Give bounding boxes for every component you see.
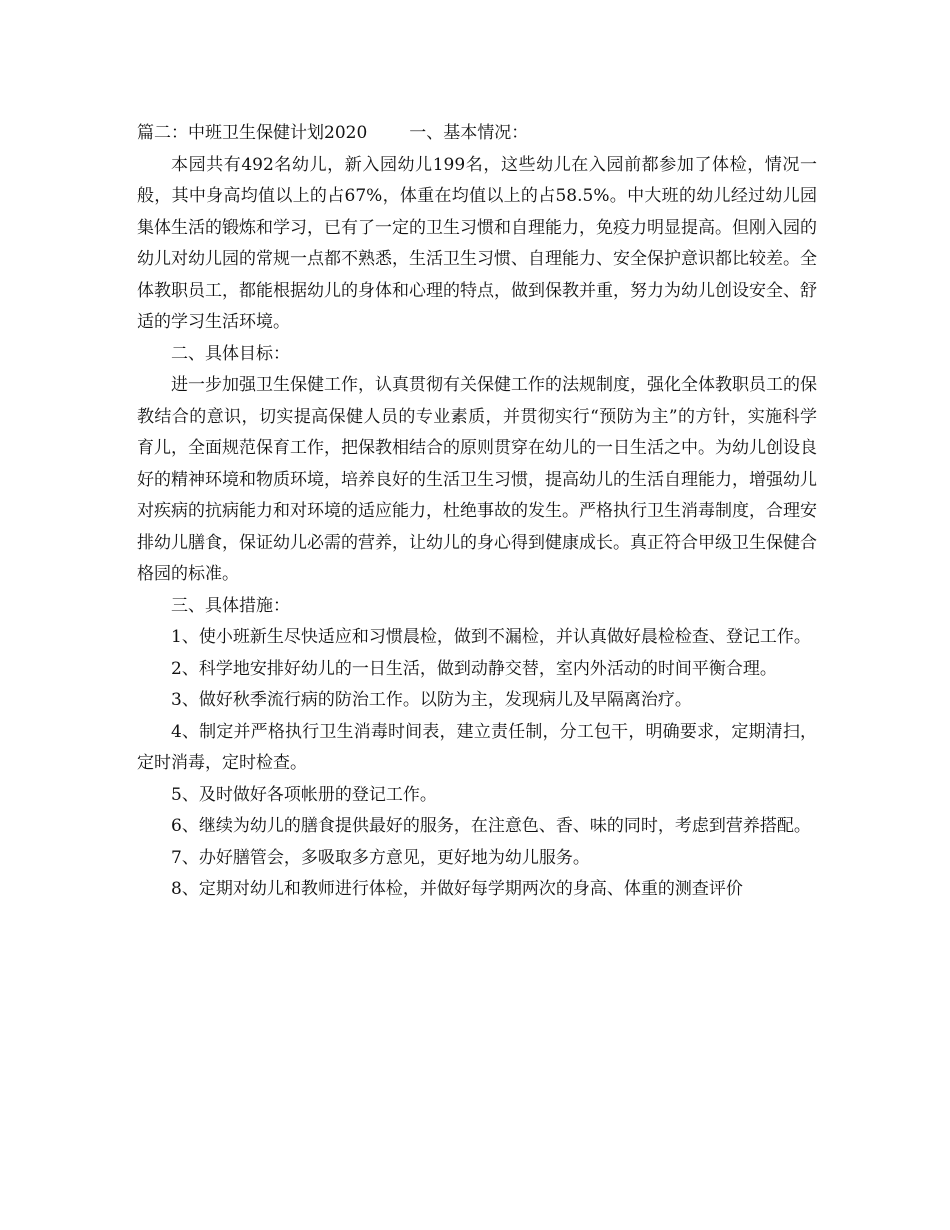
- paragraph-basic-situation: 本园共有492名幼儿，新入园幼儿199名，这些幼儿在入园前都参加了体检，情况一般，其中身高均值以上的占67%，体重在均值以上的占58.5%。中大班的幼儿经过幼儿园集体生活的锻炼和学习，已有了一定的卫生习惯和自理能力，免疫力明显提高。但刚入园的幼儿对幼儿园的常规一点都不熟悉，生活卫生习惯、自理能力、安全保护意识都比较差。全体教职员工，都能根据幼儿的身体和心理的特点，做到保教并重，努力为幼儿创设安全、舒适的学习生活环境。: [137, 154, 817, 332]
- section-heading-goals: 二、具体目标：: [171, 343, 290, 364]
- measure-item-2: 2、科学地安排好幼儿的一日生活，做到动静交替，室内外活动的时间平衡合理。: [171, 658, 777, 679]
- measure-item-3: 3、做好秋季流行病的防治工作。以防为主，发现病儿及早隔离治疗。: [171, 690, 692, 710]
- measure-item-6: 6、继续为幼儿的膳食提供最好的服务，在注意色、香、味的同时，考虑到营养搭配。: [171, 816, 811, 836]
- paragraph-goals: 进一步加强卫生保健工作，认真贯彻有关保健工作的法规制度，强化全体教职员工的保教结合的意识，切实提高保健人员的专业素质，并贯彻实行“预防为主”的方针，实施科学育儿，全面规范保育工作，把保教相结合的原则贯穿在幼儿的一日生活之中。为幼儿创设良好的精神环境和物质环境，培养良好的生活卫生习惯，提高幼儿的生活自理能力，增强幼儿对疾病的抗病能力和对环境的适应能力，杜绝事故的发生。严格执行卫生消毒制度，合理安排幼儿膳食，保证幼儿必需的营养，让幼儿的身心得到健康成长。真正符合甲级卫生保健合格园的标准。: [137, 375, 817, 584]
- document-title: 篇二：中班卫生保健计划2020: [137, 123, 368, 143]
- measure-item-5: 5、及时做好各项帐册的登记工作。: [171, 784, 437, 805]
- section-heading-measures: 三、具体措施：: [171, 595, 290, 616]
- measure-item-1: 1、使小班新生尽快适应和习惯晨检，做到不漏检，并认真做好晨检检查、登记工作。: [171, 627, 811, 647]
- measure-item-8: 8、定期对幼儿和教师进行体检，并做好每学期两次的身高、体重的测查评价: [171, 879, 743, 899]
- section-heading-basic: 一、基本情况：: [409, 123, 529, 143]
- document-body: [137, 118, 817, 906]
- title-line: [137, 118, 817, 150]
- measure-item-7: 7、办好膳管会，多吸取多方意见，更好地为幼儿服务。: [171, 847, 590, 868]
- measure-item-4: 4、制定并严格执行卫生消毒时间表，建立责任制，分工包干，明确要求，定期清扫，定时消毒，定时检查。: [137, 721, 817, 773]
